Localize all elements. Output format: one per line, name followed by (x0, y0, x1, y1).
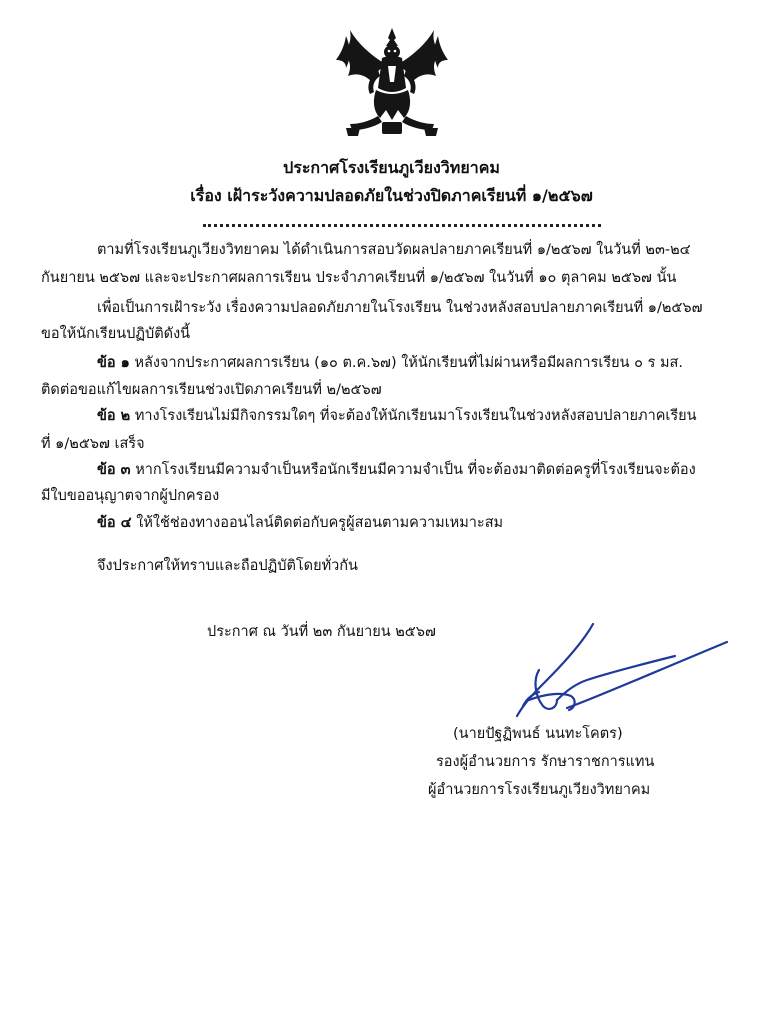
item-2-line-2: ที่ ๑/๒๕๖๗ เสร็จ (41, 436, 145, 452)
item-4-label: ข้อ ๔ (97, 515, 132, 531)
item-3-text: หากโรงเรียนมีความจำเป็นหรือนักเรียนมีความจำเป็น ที่จะต้องมาติดต่อครูที่โรงเรียนจะต้อง (130, 462, 696, 478)
garuda-emblem-icon (332, 24, 452, 144)
intro-line-1: ตามที่โรงเรียนภูเวียงวิทยาคม ได้ดำเนินการสอบวัดผลปลายภาคเรียนที่ ๑/๒๕๖๗ ในวันที่ ๒๓-๒๔ (97, 242, 691, 258)
signatory-name: (นายปัฐฏิพนธ์ นนทะโคตร) (453, 726, 623, 742)
item-2-label: ข้อ ๒ (97, 408, 131, 424)
signatory-position-1: รองผู้อำนวยการ รักษาราชการแทน (436, 754, 655, 770)
signatory-position-2: ผู้อำนวยการโรงเรียนภูเวียงวิทยาคม (428, 782, 651, 798)
item-3-line-2: มีใบขออนุญาตจากผู้ปกครอง (41, 488, 220, 504)
signature (505, 620, 735, 730)
item-2-line-1 (97, 406, 697, 426)
intro-line-2: กันยายน ๒๕๖๗ และจะประกาศผลการเรียน ประจำภาคเรียนที่ ๑/๒๕๖๗ ในวันที่ ๑๐ ตุลาคม ๒๕๖๗ นั้น (41, 270, 677, 286)
item-1-line-1 (97, 353, 683, 373)
closing-statement: จึงประกาศให้ทราบและถือปฏิบัติโดยทั่วกัน (97, 558, 358, 574)
title-divider (203, 224, 601, 227)
item-2-text: ทางโรงเรียนไม่มีกิจกรรมใดๆ ที่จะต้องให้นักเรียนมาโรงเรียนในช่วงหลังสอบปลายภาคเรียน (130, 408, 697, 424)
document-title: ประกาศโรงเรียนภูเวียงวิทยาคม (283, 158, 500, 177)
item-3-label: ข้อ ๓ (97, 462, 131, 478)
purpose-line-2: ขอให้นักเรียนปฏิบัติดังนี้ (41, 326, 191, 342)
purpose-line-1: เพื่อเป็นการเฝ้าระวัง เรื่องความปลอดภัยภายในโรงเรียน ในช่วงหลังสอบปลายภาคเรียนที่ ๑/๒๕๖๗ (97, 300, 703, 316)
item-4-line-1 (97, 513, 503, 533)
announce-date: ประกาศ ณ วันที่ ๒๓ กันยายน ๒๕๖๗ (207, 624, 436, 640)
item-1-text: หลังจากประกาศผลการเรียน (๑๐ ต.ค.๖๗) ให้นักเรียนที่ไม่ผ่านหรือมีผลการเรียน ๐ ร มส. (129, 355, 683, 371)
item-3-line-1 (97, 460, 696, 480)
item-4-text: ให้ใช้ช่องทางออนไลน์ติดต่อกับครูผู้สอนตามความเหมาะสม (131, 515, 504, 531)
item-1-line-2: ติดต่อขอแก้ไขผลการเรียนช่วงเปิดภาคเรียนที่ ๒/๒๕๖๗ (41, 382, 382, 398)
item-1-label: ข้อ ๑ (97, 355, 130, 371)
document-subject: เรื่อง เฝ้าระวังความปลอดภัยในช่วงปิดภาคเรียนที่ ๑/๒๕๖๗ (190, 186, 593, 205)
